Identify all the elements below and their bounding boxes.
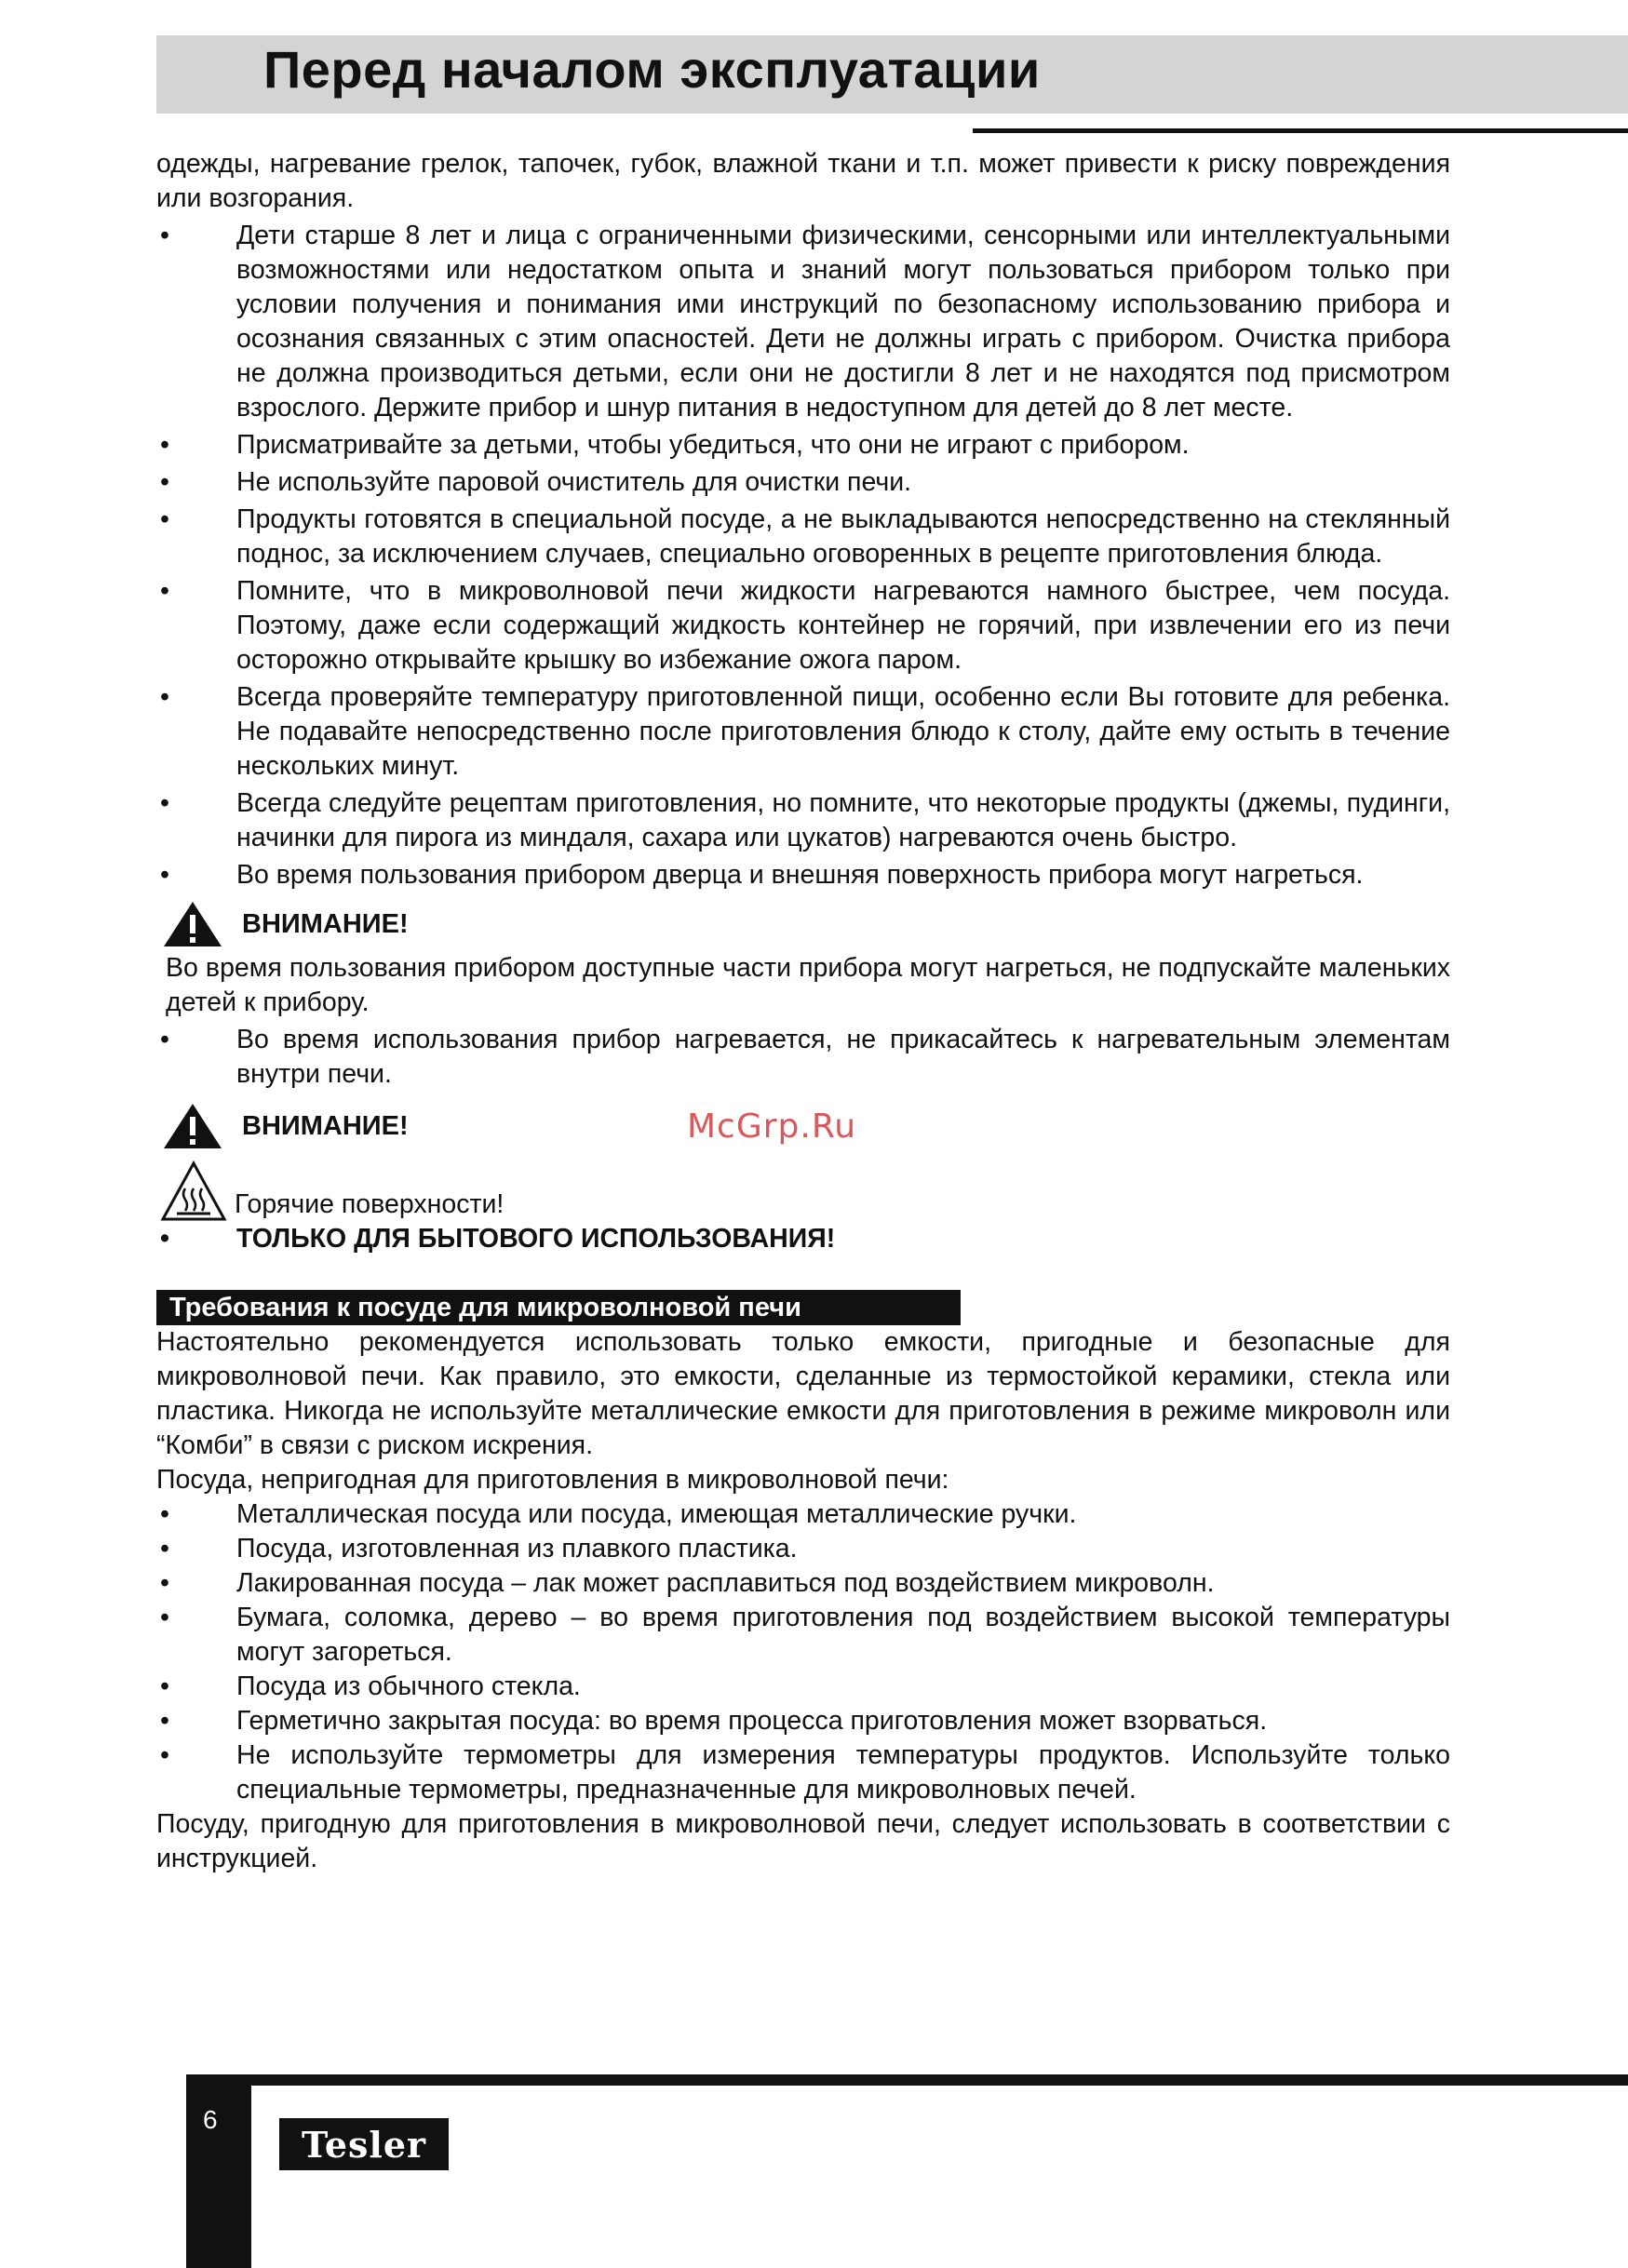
bullet-dot: • — [160, 504, 169, 534]
intro-paragraph: одежды, нагревание грелок, тапочек, губок, влажной ткани и т.п. может привести к риску повреждения или возгорания. — [156, 149, 1450, 213]
list-item — [156, 1601, 1450, 1670]
list-item — [156, 574, 1450, 678]
list-item — [156, 428, 1450, 463]
list-item-text: Присматривайте за детьми, чтобы убедиться, что они не играют с прибором. — [236, 430, 1190, 460]
list-item — [156, 680, 1450, 784]
hot-elements-bullet — [156, 1023, 1450, 1092]
bullet-dot: • — [160, 430, 169, 460]
bullet-dot: • — [160, 1025, 169, 1054]
unsuitable-list — [156, 1497, 1450, 1807]
brand-logo-text: Tesler — [301, 2123, 427, 2166]
list-item-text: Металлическая посуда или посуда, имеющая металлические ручки. — [236, 1499, 1077, 1529]
warning-text: Во время пользования прибором доступные части прибора могут нагреться, не подпускайте маленьких детей к прибору. — [166, 953, 1450, 1017]
list-item-text: Помните, что в микроволновой печи жидкости нагреваются намного быстрее, чем посуда. Поэтому, даже если содержащий жидкость контейнер не горячий, при извлечении его из печи осторожно открывайте крышку во избежание ожога паром. — [236, 576, 1450, 675]
list-item — [156, 858, 1450, 892]
page-content — [156, 147, 1450, 1876]
safety-bullet-list — [156, 219, 1450, 895]
list-item — [156, 1497, 1450, 1532]
list-item-text: Продукты готовятся в специальной посуде, а не выкладываются непосредственно на стеклянный поднос, за исключением случаев, специально оговоренных в рецепте приготовления блюда. — [236, 504, 1450, 569]
warning-label: ВНИМАНИЕ! — [242, 908, 409, 939]
warning-label: ВНИМАНИЕ! — [242, 1110, 409, 1141]
list-item-text: Посуда из обычного стекла. — [236, 1671, 581, 1701]
bullet-dot: • — [160, 860, 169, 890]
list-item-text: Дети старше 8 лет и лица с ограниченными физическими, сенсорными или интеллектуальными возможностями или недостатком опыта и знаний могут пользоваться прибором только при условии получения и понимания ими инструкций по безопасному использованию прибора и осознания связанных с этим опасностей. Дети не должны играть с прибором. Очистка прибора не должна производиться детьми, если они не достигли 8 лет и не находятся под присмотром взрослого. Держите прибор и шнур питания в недоступном для детей до 8 лет месте. — [236, 221, 1450, 423]
section-heading: Требования к посуде для микроволновой печи — [156, 1290, 961, 1325]
closing-paragraph: Посуду, пригодную для приготовления в микроволновой печи, следует использовать в соответствии с инструкцией. — [156, 1809, 1450, 1873]
bullet-dot: • — [160, 467, 169, 497]
bullet-dot: • — [160, 576, 169, 606]
hot-surface-icon — [160, 1161, 227, 1222]
list-item-text: Лакированная посуда – лак может расплавиться под воздействием микроволн. — [236, 1568, 1215, 1598]
household-only-bullet — [156, 1222, 1450, 1256]
list-item-text: Во время пользования прибором дверца и внешняя поверхность прибора могут нагреться. — [236, 860, 1364, 890]
bullet-dot: • — [160, 788, 169, 818]
unsuitable-heading: Посуда, непригодная для приготовления в микроволновой печи: — [156, 1465, 949, 1495]
warning-triangle-icon — [162, 1102, 223, 1150]
list-item-text: Посуда, изготовленная из плавкого пластика. — [236, 1534, 798, 1563]
warning-triangle-icon — [162, 900, 223, 948]
list-item — [156, 1532, 1450, 1566]
bullet-dot: • — [160, 1706, 169, 1736]
bullet-dot: • — [160, 1740, 169, 1770]
list-item — [156, 1738, 1450, 1807]
list-item — [156, 786, 1450, 855]
watermark: McGrp.Ru — [687, 1107, 857, 1146]
page-title: Перед началом эксплуатации — [263, 40, 1041, 99]
list-item-text: Всегда проверяйте температуру приготовленной пищи, особенно если Вы готовите для ребенка. Не подавайте непосредственно после приготовления блюдо к столу, дайте ему остыть в течение нескольких минут. — [236, 682, 1450, 781]
bullet-dot: • — [160, 1224, 169, 1254]
header-rule — [973, 128, 1628, 133]
section-intro: Настоятельно рекомендуется использовать только емкости, пригодные и безопасные для микроволновой печи. Как правило, это емкости, сделанные из термостойкой керамики, стекла или пластика. Никогда не используйте металлические емкости для приготовления в режиме микроволн или “Комби” в связи с риском искрения. — [156, 1327, 1450, 1460]
brand-logo — [279, 2118, 449, 2170]
hot-surface-text: Горячие поверхности! — [235, 1189, 505, 1219]
list-item-text: Герметично закрытая посуда: во время процесса приготовления может взорваться. — [236, 1706, 1268, 1736]
bullet-dot: • — [160, 1671, 169, 1701]
bullet-dot: • — [160, 1499, 169, 1529]
footer-rule — [186, 2074, 1628, 2086]
footer-bar — [186, 2074, 251, 2268]
list-item — [156, 1670, 1450, 1704]
hot-surface-notice — [160, 1157, 1450, 1222]
bullet-dot: • — [160, 221, 169, 250]
list-item — [156, 1704, 1450, 1738]
bullet-dot: • — [160, 682, 169, 712]
bullet-dot: • — [160, 1568, 169, 1598]
bullet-dot: • — [160, 1534, 169, 1563]
household-only-text: ТОЛЬКО ДЛЯ БЫТОВОГО ИСПОЛЬЗОВАНИЯ! — [236, 1224, 836, 1254]
bullet-dot: • — [160, 1603, 169, 1632]
list-item — [156, 465, 1450, 500]
bullet-text: Во время использования прибор нагревается, не прикасайтесь к нагревательным элементам внутри печи. — [236, 1025, 1450, 1089]
list-item — [156, 503, 1450, 571]
list-item — [156, 1566, 1450, 1601]
page-number: 6 — [203, 2105, 218, 2134]
list-item-text: Не используйте термометры для измерения температуры продуктов. Используйте только специальные термометры, предназначенные для микроволновых печей. — [236, 1740, 1450, 1805]
list-item-text: Бумага, соломка, дерево – во время приготовления под воздействием высокой температуры могут загореться. — [236, 1603, 1450, 1667]
list-item-text: Всегда следуйте рецептам приготовления, но помните, что некоторые продукты (джемы, пудинги, начинки для пирога из миндаля, сахара или цукатов) нагреваются очень быстро. — [236, 788, 1450, 852]
list-item — [156, 219, 1450, 425]
warning-block-1 — [162, 901, 1450, 947]
list-item-text: Не используйте паровой очиститель для очистки печи. — [236, 467, 912, 497]
